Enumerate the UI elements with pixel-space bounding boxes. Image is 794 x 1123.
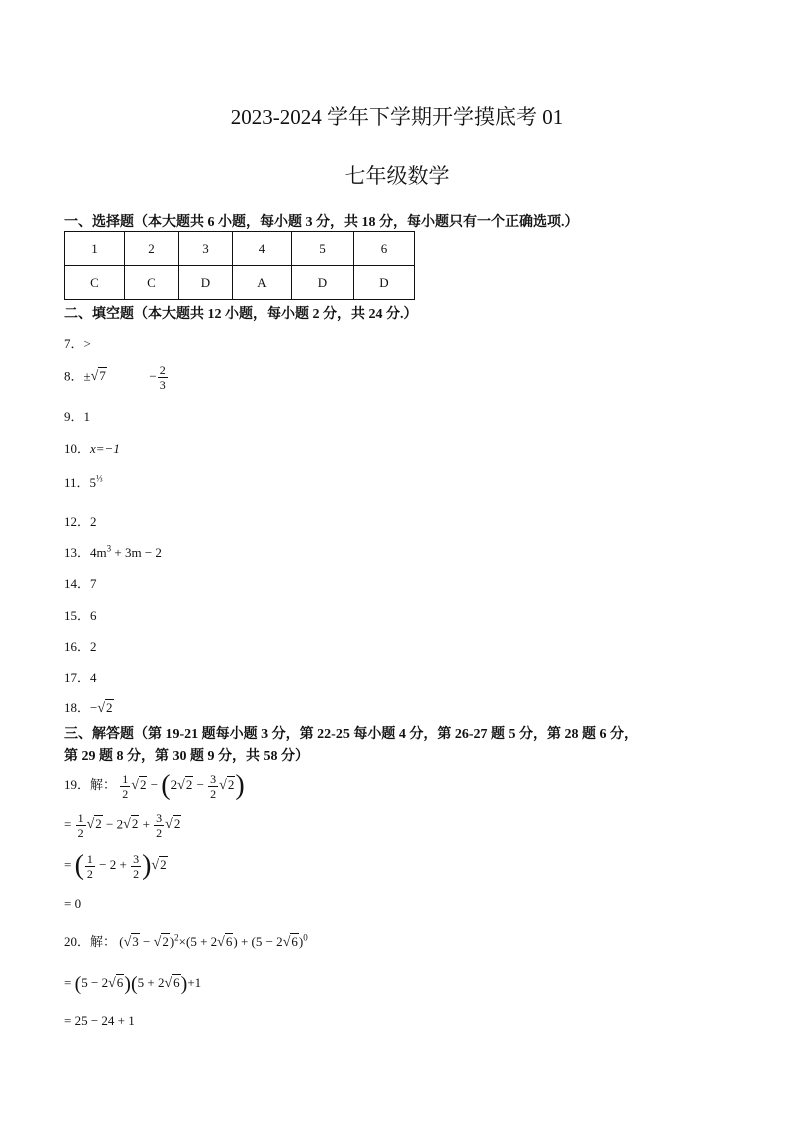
operator: + [142, 816, 150, 832]
radicand: 2 [95, 816, 102, 832]
radicand: 2 [185, 776, 193, 792]
radicand: 2 [162, 934, 169, 949]
operator: − [150, 776, 159, 792]
numerator: 1 [86, 851, 93, 866]
section-3-heading-line1: 三、解答题（第 19-21 题每小题 3 分，第 22-25 每小题 4 分，第 26-27 题 5 分，第 28 题 6 分， [64, 727, 638, 742]
coefficient: 2 [170, 776, 178, 792]
table-cell: 3 [179, 232, 233, 266]
question-number: 15． [64, 608, 91, 623]
fraction [120, 773, 130, 800]
operator: − [143, 934, 151, 949]
question-number: 17． [64, 670, 91, 685]
right-paren: ) [169, 934, 175, 949]
answer-14 [64, 573, 97, 592]
question-number: 18． [64, 700, 91, 715]
section-1-heading: 一、选择题（本大题共 6 小题，每小题 3 分，共 18 分，每小题只有一个正确选项.） [64, 215, 579, 230]
answer-value: 4 [90, 670, 97, 685]
table-row-answers [65, 266, 415, 300]
denominator: 3 [159, 378, 166, 392]
answer-16 [64, 636, 97, 655]
sqrt-expression: √6 [282, 934, 298, 950]
left-paren: ( [161, 770, 171, 801]
operator: − [196, 776, 204, 792]
answer-11 [64, 472, 103, 491]
radicand: 6 [291, 934, 298, 949]
document-subtitle: 七年级数学 [344, 164, 450, 188]
sqrt-expression: √2 [153, 934, 169, 950]
left-paren: ( [74, 973, 82, 995]
question-label: 19．解： [64, 776, 117, 792]
answer-value: 2 [90, 639, 97, 654]
solution-20-line-3: = 25 − 24 + 1 [64, 1013, 135, 1028]
answer-exponent: ⅓ [96, 473, 103, 484]
numerator: 3 [156, 811, 163, 825]
sqrt-expression: √2 [151, 856, 167, 873]
question-number: 12． [64, 514, 91, 529]
sqrt-expression: √7 [90, 368, 106, 385]
question-label: 20．解： [64, 934, 117, 949]
numerator: 3 [133, 851, 140, 866]
sqrt-expression: √2 [97, 700, 113, 716]
answer-value: 6 [90, 608, 97, 623]
radicand: 2 [139, 776, 147, 792]
table-cell: 6 [354, 232, 415, 266]
answer-neg: − [149, 368, 157, 384]
solution-19-line-4: = 0 [64, 896, 82, 911]
right-paren: ) [180, 973, 188, 995]
denominator: 2 [156, 826, 163, 840]
sqrt-expression: √2 [219, 776, 235, 793]
radicand: 6 [173, 974, 180, 990]
answer-pm: ± [83, 368, 91, 384]
fraction [208, 773, 218, 800]
answer-13 [64, 542, 162, 561]
solution-19-line-2 [64, 812, 181, 839]
table-cell: 5 [292, 232, 354, 266]
sqrt-expression: √6 [108, 974, 124, 991]
term: ×(5 + 2 [178, 934, 218, 949]
solution-20-line-2 [64, 974, 201, 994]
answer-neg: − [90, 700, 98, 715]
sqrt-expression: √2 [131, 776, 147, 793]
answer-base: 5 [89, 475, 97, 490]
table-cell: A [233, 266, 292, 300]
radicand: 6 [116, 974, 124, 990]
radicand: 6 [225, 934, 233, 949]
answer-part-a: 4m [90, 545, 107, 560]
term: 5 + 2 [137, 974, 165, 990]
table-cell: D [179, 266, 233, 300]
answer-18 [64, 697, 114, 717]
table-cell: C [65, 266, 125, 300]
numerator: 1 [77, 811, 84, 825]
right-paren: ) [142, 850, 152, 881]
sqrt-expression: √2 [165, 816, 181, 833]
denominator: 2 [210, 786, 217, 801]
left-paren: ( [119, 934, 124, 949]
left-paren: ( [130, 973, 138, 995]
left-paren: ( [74, 850, 84, 881]
sqrt-expression: √2 [86, 816, 102, 833]
answer-value: x=−1 [90, 441, 120, 456]
question-number: 16． [64, 639, 91, 654]
right-paren: ) [235, 770, 245, 801]
term: ) + (5 − 2 [233, 934, 283, 949]
fraction [85, 853, 95, 880]
answer-value: 1 [83, 409, 91, 424]
fraction [131, 853, 141, 880]
section-3-heading-line2: 第 29 题 8 分，第 30 题 9 分，共 58 分） [64, 749, 309, 764]
radicand: 2 [173, 816, 181, 832]
answer-9 [64, 406, 90, 425]
right-paren: ) [124, 973, 131, 995]
fraction [76, 812, 86, 839]
denominator: 2 [86, 866, 93, 881]
answer-15 [64, 605, 97, 624]
question-number: 9． [64, 409, 84, 424]
solution-20-line-1 [64, 931, 308, 951]
radicand: 7 [99, 368, 106, 384]
radicand: 3 [132, 934, 139, 949]
question-number: 10． [64, 441, 91, 456]
sqrt-expression: √6 [164, 974, 180, 991]
question-number: 11． [64, 475, 90, 490]
term: − 2 + [99, 856, 127, 872]
table-cell: 1 [65, 232, 125, 266]
answer-table [64, 231, 415, 300]
denominator: 2 [122, 786, 129, 801]
table-cell: 4 [233, 232, 292, 266]
table-cell: D [292, 266, 354, 300]
exponent: 2 [174, 932, 179, 943]
term: 5 − 2 [81, 974, 109, 990]
sqrt-expression: √2 [123, 816, 139, 833]
numerator: 1 [122, 771, 129, 786]
document-title: 2023-2024 学年下学期开学摸底考 01 [230, 105, 564, 129]
answer-10 [64, 438, 120, 457]
answer-value: 7 [90, 576, 97, 591]
answer-7 [64, 333, 91, 352]
sqrt-expression: √6 [217, 934, 233, 950]
radicand: 2 [106, 700, 113, 715]
sqrt-expression: √2 [177, 776, 193, 793]
term: +1 [187, 974, 202, 990]
radicand: 2 [131, 816, 139, 832]
exponent: 0 [303, 932, 308, 943]
question-number: 7． [64, 336, 84, 351]
radicand: 2 [227, 776, 235, 792]
answer-12 [64, 511, 97, 530]
answer-exponent: 3 [106, 543, 112, 554]
answer-17 [64, 667, 97, 686]
table-cell: 2 [125, 232, 179, 266]
radicand: 2 [160, 856, 167, 872]
answer-value: 2 [90, 514, 97, 529]
solution-19-line-1 [64, 772, 245, 800]
fraction [154, 812, 164, 839]
question-number: 14． [64, 576, 91, 591]
fraction [158, 364, 168, 391]
denominator: 2 [133, 866, 140, 881]
answer-8 [64, 364, 169, 391]
equals: = [64, 856, 72, 872]
section-2-heading: 二、填空题（本大题共 12 小题，每小题 2 分，共 24 分.） [64, 307, 418, 322]
question-number: 8． [64, 368, 84, 384]
answer-part-b: + 3m − 2 [111, 545, 162, 560]
sqrt-expression: √3 [123, 934, 139, 950]
table-cell: D [354, 266, 415, 300]
equals: = [64, 816, 72, 832]
numerator: 3 [210, 771, 217, 786]
solution-19-line-3 [64, 852, 168, 880]
numerator: 2 [159, 363, 166, 377]
table-row-numbers [65, 232, 415, 266]
answer-value: > [83, 336, 91, 351]
question-number: 13． [64, 545, 91, 560]
right-paren: ) [298, 934, 304, 949]
table-cell: C [125, 266, 179, 300]
term: − 2 [106, 816, 124, 832]
equals: = [64, 974, 72, 990]
denominator: 2 [77, 826, 84, 840]
